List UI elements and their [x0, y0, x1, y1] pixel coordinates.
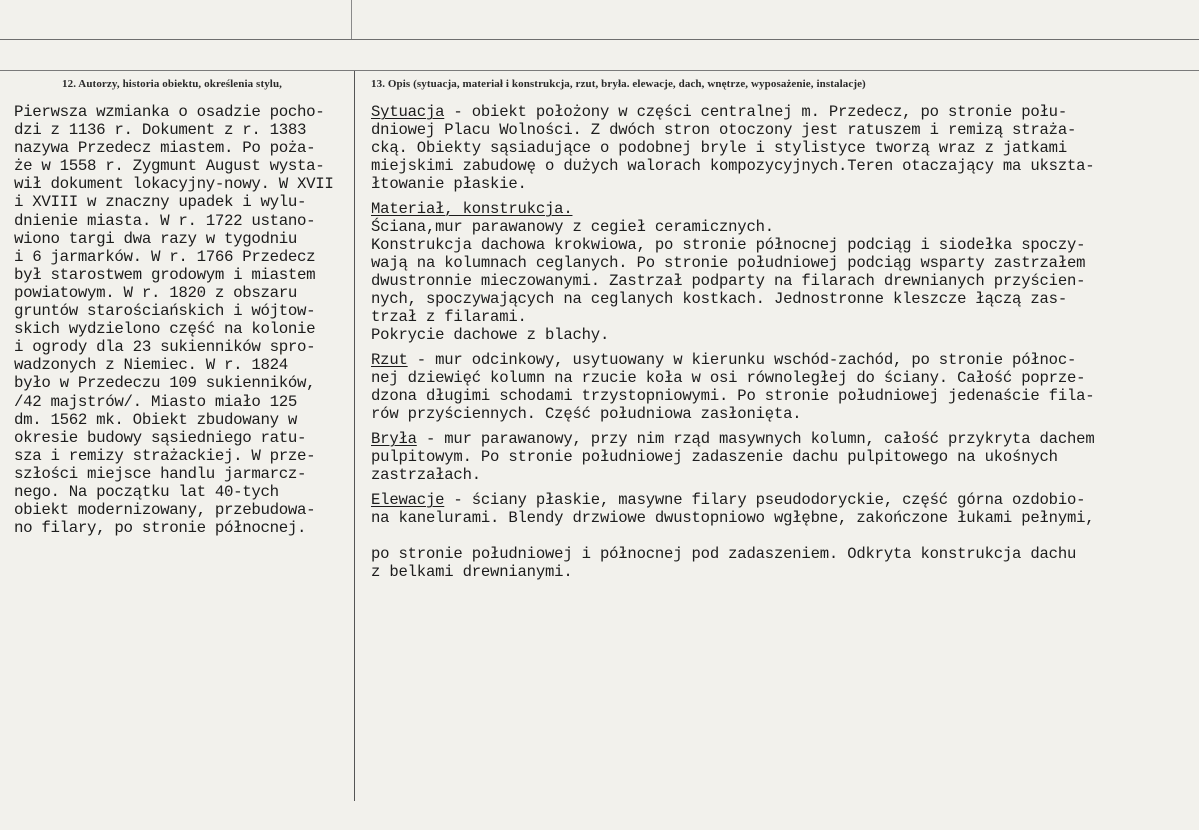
history-line: no filary, po stronie północnej. [14, 519, 307, 538]
section-line: łtowanie płaskie. [371, 175, 527, 193]
history-line: i XVIII w znaczny upadek i wylu- [14, 193, 307, 212]
section-first-line [371, 430, 1094, 448]
section-line: nej dziewięć kolumn na rzucie koła w osi równoległej do ściany. Całość poprze- [371, 369, 1086, 387]
history-line: wadzonych z Niemiec. W r. 1824 [14, 356, 288, 375]
history-line: był starostwem grodowym i miastem [14, 265, 316, 284]
column-12-header: 12. Autorzy, historia obiektu, określenia stylu, [62, 78, 283, 90]
history-line: dzi z 1136 r. Dokument z r. 1383 [14, 121, 307, 140]
history-line: szłości miejsce handlu jarmarcz- [14, 464, 307, 483]
section-heading: Sytuacja [371, 103, 445, 121]
section-line: z belkami drewnianymi. [371, 563, 573, 581]
section-line: dzona długimi schodami trzystopniowymi. Po stronie południowej jedenaście fila- [371, 387, 1095, 405]
column-13-header: 13. Opis (sytuacja, materiał i konstrukcja, rzut, bryła. elewacje, dach, wnętrze, wyposażenie, instalacje) [371, 78, 866, 90]
section-spacer [371, 193, 1094, 200]
section-line: dwustronnie mieczowanymi. Zastrzał podparty na filarach drewnianych przyścien- [371, 272, 1086, 290]
history-line: obiekt modernizowany, przebudowa- [14, 501, 316, 520]
section-spacer [371, 423, 1094, 430]
history-line: powiatowym. W r. 1820 z obszaru [14, 283, 298, 302]
history-line: nego. Na początku lat 40-tych [14, 482, 279, 501]
history-line: Pierwsza wzmianka o osadzie pocho- [14, 103, 325, 121]
section-line: Pokrycie dachowe z blachy. [371, 326, 610, 344]
history-line: /42 majstrów/. Miasto miało 125 [14, 392, 298, 411]
section-line: wają na kolumnach ceglanych. Po stronie południowej podciąg wsparty zastrzałem [371, 254, 1086, 272]
section-spacer [371, 484, 1094, 491]
section-first-line [371, 200, 1094, 218]
section-line [371, 527, 1094, 545]
section-line: rów przyściennych. Część południowa zasłonięta. [371, 405, 802, 423]
section-text: - ściany płaskie, masywne filary pseudodoryckie, część górna ozdobio- [444, 491, 1086, 509]
section-line: dniowej Placu Wolności. Z dwóch stron otoczony jest ratuszem i remizą straża- [371, 121, 1077, 139]
history-line: i ogrody dla 23 sukienników spro- [14, 338, 316, 357]
section-line: na kanelurami. Blendy drzwiowe dwustopniowo wgłębne, zakończone łukami pełnymi, [371, 509, 1095, 527]
history-line: sza i remizy strażackiej. W prze- [14, 446, 316, 465]
section-line: zastrzałach. [371, 466, 481, 484]
section-line: pulpitowym. Po stronie południowej zadaszenie dachu pulpitowego na ukośnych [371, 448, 1058, 466]
section-line: trzał z filarami. [371, 308, 527, 326]
top-column-divider [351, 0, 352, 39]
top-divider [0, 39, 1199, 40]
header-divider [0, 70, 1199, 71]
description-text-block [371, 103, 1094, 581]
column-divider [354, 71, 355, 801]
section-first-line [371, 351, 1094, 369]
history-text-block [14, 103, 334, 537]
history-line: wił dokument lokacyjny-nowy. W XVII [14, 175, 334, 194]
history-line: wiono targi dwa razy w tygodniu [14, 229, 298, 248]
section-first-line [371, 491, 1094, 509]
section-line: po stronie południowej i północnej pod zadaszeniem. Odkryta konstrukcja dachu [371, 545, 1077, 563]
history-line: skich wydzielono część na kolonie [14, 320, 316, 339]
section-heading: Rzut [371, 351, 408, 369]
section-text: - mur parawanowy, przy nim rząd masywnych kolumn, całość przykryta dachem [416, 430, 1095, 448]
section-line: nych, spoczywających na ceglanych kostkach. Jednostronne kleszcze łączą zas- [371, 290, 1067, 308]
section-text: - obiekt położony w części centralnej m. Przedecz, po stronie połu- [444, 103, 1067, 121]
section-line: Konstrukcja dachowa krokwiowa, po stronie północnej podciąg i siodełka spoczy- [371, 236, 1086, 254]
history-line: okresie budowy sąsiedniego ratu- [14, 428, 307, 447]
section-line: miejskimi zabudowę o dużych walorach kompozycyjnych.Teren otaczający ma uksztа- [371, 157, 1095, 175]
section-heading: Elewacje [371, 491, 445, 509]
history-line: gruntów starościańskich i wójtow- [14, 302, 316, 321]
section-spacer [371, 344, 1094, 351]
section-line: cką. Obiekty sąsiadujące o podobnej bryle i stylistyce tworzą wraz z jatkami [371, 139, 1067, 157]
history-line: było w Przedeczu 109 sukienników, [14, 374, 316, 393]
history-line: nazywa Przedecz miastem. Po poża- [14, 139, 316, 158]
history-line: dm. 1562 mk. Obiekt zbudowany w [14, 410, 298, 429]
section-heading: Materiał, konstrukcja. [371, 200, 573, 218]
section-line: Ściana,mur parawanowy z cegieł ceramicznych. [371, 218, 774, 236]
section-heading: Bryła [371, 430, 417, 448]
section-text: - mur odcinkowy, usytuowany w kierunku wschód-zachód, po stronie północ- [407, 351, 1077, 369]
history-line: że w 1558 r. Zygmunt August wysta- [14, 157, 325, 176]
history-line: dnienie miasta. W r. 1722 ustano- [14, 211, 316, 230]
history-line: i 6 jarmarków. W r. 1766 Przedecz [14, 247, 316, 266]
section-first-line [371, 103, 1094, 121]
